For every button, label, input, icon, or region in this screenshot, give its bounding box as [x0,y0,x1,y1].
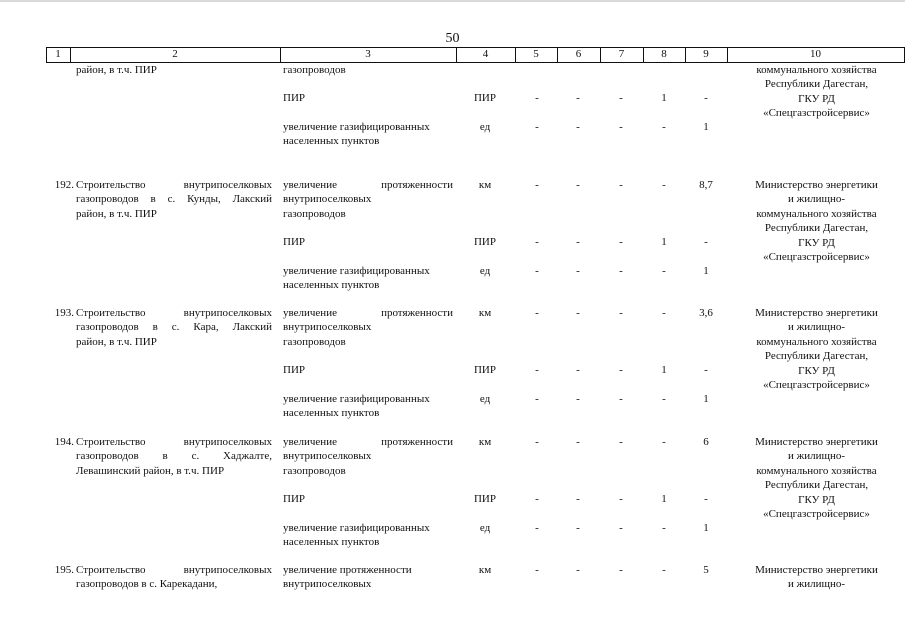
responsible-executor: коммунального хозяйства [756,335,877,348]
value-c9: - [704,364,708,376]
responsible-continuation: коммунального хозяйства [756,64,877,76]
responsible-executor: ГКУ РД [798,493,835,506]
page-number: 50 [445,31,460,46]
value-c5: - [535,92,539,104]
object-name: Строительство внутрипоселковых [76,564,272,576]
column-number-9: 9 [703,48,709,60]
value-c8: - [662,393,666,405]
responsible-continuation: «Спецгазстройсервис» [763,107,870,120]
value-c6: - [576,364,580,376]
value-c5: - [535,436,539,448]
indicator-text: населенных пунктов [283,279,380,292]
indicator-text: ПИР [283,92,306,104]
indicator-text: увеличение протяженности [283,436,453,448]
indicator-text: газопроводов [283,335,346,348]
column-number-7: 7 [618,48,625,60]
column-number-1: 1 [55,48,61,60]
responsible-executor: Министерство энергетики [755,436,878,448]
indicator-text: увеличение газифицированных [283,393,430,405]
indicator-text: ПИР [283,493,306,505]
indicator-text: увеличение протяженности [283,307,453,319]
column-number-3: 3 [365,48,371,60]
object-name: газопроводов в с. Карекадани, [76,578,218,591]
column-number-4: 4 [482,48,489,60]
responsible-executor: Республики Дагестан, [764,350,869,363]
value-c9: - [704,92,708,104]
responsible-executor: Министерство энергетики [755,564,878,576]
column-number-10: 10 [810,48,821,60]
column-number-6: 6 [575,48,582,60]
value-c7: - [619,393,623,405]
indicator-text: внутрипоселковых [283,578,372,591]
value-c7: - [619,121,623,133]
value-c7: - [619,179,623,191]
indicator-text: увеличение протяженности [283,564,412,576]
responsible-executor: «Спецгазстройсервис» [763,379,870,391]
entry-number: 193. [54,307,74,319]
responsible-executor: «Спецгазстройсервис» [763,508,870,520]
indicator-text: населенных пунктов [283,536,380,549]
unit-value: км [478,564,492,576]
value-c9: 8,7 [699,179,713,191]
unit-value: ед [479,265,491,277]
value-c9: - [704,493,708,505]
value-c6: - [576,436,580,448]
responsible-executor: ГКУ РД [798,364,835,377]
responsible-executor: и жилищно- [787,578,846,591]
object-name: район, в т.ч. ПИР [76,335,157,348]
value-c9: 1 [703,522,709,534]
indicator-text: увеличение газифицированных [283,121,430,133]
indicator-text: газопроводов [283,464,346,477]
unit-value: ПИР [473,364,496,376]
responsible-executor: Республики Дагестан, [764,222,869,235]
value-c8: 1 [661,236,667,248]
responsible-continuation: ГКУ РД [798,92,835,105]
indicator-text: увеличение газифицированных [283,265,430,277]
value-c5: - [535,179,539,191]
value-c8: - [662,179,666,191]
object-name: Строительство внутрипоселковых [76,179,272,191]
unit-value: км [478,179,492,191]
value-c8: 1 [661,92,667,104]
value-c5: - [535,364,539,376]
object-name: газопроводов в с. Хаджалте, [76,450,272,463]
value-c9: 3,6 [699,307,713,319]
responsible-executor: и жилищно- [787,450,846,463]
unit-value: ПИР [473,236,496,248]
value-c6: - [576,265,580,277]
indicator-text: населенных пунктов [283,407,380,420]
value-c7: - [619,236,623,248]
responsible-executor: Министерство энергетики [755,307,878,319]
value-c9: 5 [703,564,709,576]
responsible-executor: Республики Дагестан, [764,479,869,492]
indicator-text: внутрипоселковых [283,321,372,334]
indicator-text: увеличение протяженности [283,179,453,191]
value-c6: - [576,493,580,505]
value-c5: - [535,564,539,576]
entry-number: 195. [54,564,74,576]
indicator-text: населенных пунктов [283,135,380,148]
value-c5: - [535,265,539,277]
value-c6: - [576,121,580,133]
value-c5: - [535,236,539,248]
unit-value: км [478,436,492,448]
entry-number: 194. [54,436,74,448]
value-c5: - [535,522,539,534]
indicator-continuation: газопроводов [283,64,346,76]
value-c5: - [535,121,539,133]
value-c6: - [576,564,580,576]
value-c9: - [704,236,708,248]
responsible-executor: Министерство энергетики [755,179,878,191]
value-c5: - [535,307,539,319]
value-c9: 1 [703,393,709,405]
responsible-executor: и жилищно- [787,193,846,206]
column-number-2: 2 [172,48,178,60]
responsible-continuation: Республики Дагестан, [764,78,869,91]
value-c7: - [619,307,623,319]
indicator-text: ПИР [283,236,306,248]
responsible-executor: ГКУ РД [798,236,835,249]
responsible-executor: коммунального хозяйства [756,207,877,220]
value-c7: - [619,265,623,277]
value-c6: - [576,393,580,405]
column-number-8: 8 [661,48,667,60]
indicator-text: внутрипоселковых [283,193,372,206]
value-c9: 1 [703,121,709,133]
indicator-text: газопроводов [283,207,346,220]
value-c7: - [619,92,623,104]
value-c5: - [535,393,539,405]
responsible-executor: и жилищно- [787,321,846,334]
unit-value: ПИР [473,92,496,104]
value-c7: - [619,436,623,448]
value-c8: 1 [661,493,667,505]
value-c6: - [576,236,580,248]
value-c6: - [576,522,580,534]
unit-value: ед [479,121,491,133]
indicator-text: внутрипоселковых [283,450,372,463]
object-name: Левашинский район, в т.ч. ПИР [76,464,225,477]
unit-value: ПИР [473,493,496,505]
value-c7: - [619,564,623,576]
value-c8: - [662,121,666,133]
unit-value: ед [479,393,491,405]
value-c6: - [576,307,580,319]
value-c7: - [619,364,623,376]
entry-number: 192. [54,179,74,191]
responsible-executor: коммунального хозяйства [756,464,877,477]
value-c8: - [662,522,666,534]
value-c8: - [662,265,666,277]
value-c9: 6 [703,436,709,448]
value-c6: - [576,179,580,191]
name-continuation: район, в т.ч. ПИР [76,64,157,76]
value-c6: - [576,92,580,104]
object-name: газопроводов в с. Кара, Лакский [76,321,272,334]
responsible-executor: «Спецгазстройсервис» [763,251,870,263]
value-c8: - [662,436,666,448]
value-c8: - [662,564,666,576]
indicator-text: увеличение газифицированных [283,522,430,534]
value-c9: 1 [703,265,709,277]
value-c8: 1 [661,364,667,376]
object-name: Строительство внутрипоселковых [76,307,272,319]
object-name: Строительство внутрипоселковых [76,436,272,448]
column-number-5: 5 [533,48,539,60]
value-c7: - [619,493,623,505]
unit-value: км [478,307,492,319]
indicator-text: ПИР [283,364,306,376]
object-name: район, в т.ч. ПИР [76,207,157,220]
scan-edge [0,0,905,2]
value-c7: - [619,522,623,534]
value-c5: - [535,493,539,505]
unit-value: ед [479,522,491,534]
object-name: газопроводов в с. Кунды, Лакский [76,193,272,206]
value-c8: - [662,307,666,319]
